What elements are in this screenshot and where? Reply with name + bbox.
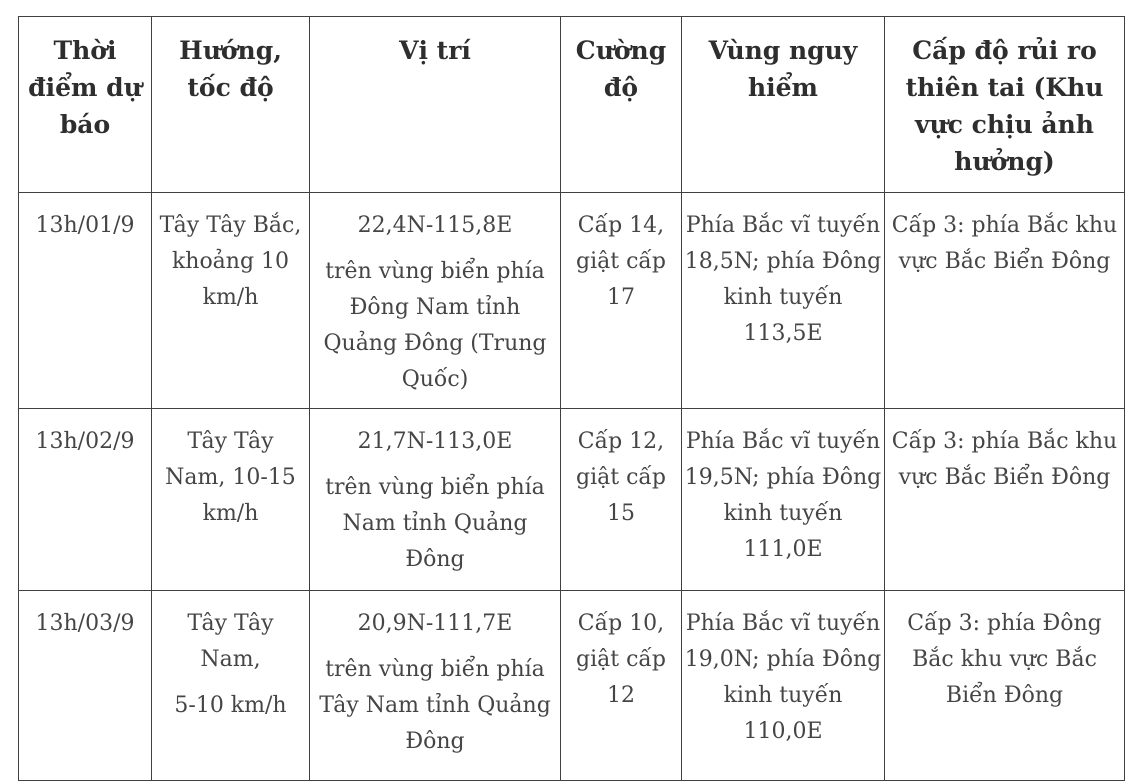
table-header-row — [19, 17, 1125, 193]
cell-risk-level: Cấp 3: phía Bắc khu vực Bắc Biển Đông — [885, 409, 1125, 591]
forecast-table — [18, 16, 1125, 781]
cell-direction — [152, 591, 310, 781]
cell-intensity: Cấp 10, giật cấp 12 — [561, 591, 682, 781]
cell-time: 13h/01/9 — [19, 193, 152, 409]
cell-position — [310, 409, 561, 591]
header-direction-speed: Hướng, tốc độ — [152, 17, 310, 193]
cell-risk-level: Cấp 3: phía Bắc khu vực Bắc Biển Đông — [885, 193, 1125, 409]
table-row — [19, 193, 1125, 409]
cell-time: 13h/03/9 — [19, 591, 152, 781]
cell-direction: Tây Tây Bắc, khoảng 10 km/h — [152, 193, 310, 409]
cell-danger-zone: Phía Bắc vĩ tuyến 18,5N; phía Đông kinh tuyến 113,5E — [682, 193, 885, 409]
cell-danger-zone: Phía Bắc vĩ tuyến 19,5N; phía Đông kinh tuyến 111,0E — [682, 409, 885, 591]
header-forecast-time: Thời điểm dự báo — [19, 17, 152, 193]
coordinates-text: 21,7N-113,0E — [357, 429, 513, 454]
coordinates-text: 22,4N-115,8E — [357, 213, 513, 238]
cell-intensity: Cấp 12, giật cấp 15 — [561, 409, 682, 591]
header-position: Vị trí — [310, 17, 561, 193]
header-danger-zone: Vùng nguy hiểm — [682, 17, 885, 193]
table-row — [19, 409, 1125, 591]
location-text: trên vùng biển phía Nam tỉnh Quảng Đông — [325, 475, 545, 572]
header-intensity: Cường độ — [561, 17, 682, 193]
coordinates-text: 20,9N-111,7E — [357, 611, 513, 636]
table-row — [19, 591, 1125, 781]
location-text: trên vùng biển phía Tây Nam tỉnh Quảng Đông — [319, 657, 551, 754]
location-text: trên vùng biển phía Đông Nam tỉnh Quảng Đông (Trung Quốc) — [323, 259, 547, 392]
cell-time: 13h/02/9 — [19, 409, 152, 591]
cell-danger-zone: Phía Bắc vĩ tuyến 19,0N; phía Đông kinh tuyến 110,0E — [682, 591, 885, 781]
cell-intensity: Cấp 14, giật cấp 17 — [561, 193, 682, 409]
direction-text: Tây Tây Nam, — [187, 611, 274, 672]
cell-position — [310, 591, 561, 781]
cell-risk-level: Cấp 3: phía Đông Bắc khu vực Bắc Biển Đông — [885, 591, 1125, 781]
header-risk-level: Cấp độ rủi ro thiên tai (Khu vực chịu ảnh hưởng) — [885, 17, 1125, 193]
cell-position — [310, 193, 561, 409]
speed-text: 5-10 km/h — [174, 693, 287, 718]
cell-direction: Tây Tây Nam, 10-15 km/h — [152, 409, 310, 591]
